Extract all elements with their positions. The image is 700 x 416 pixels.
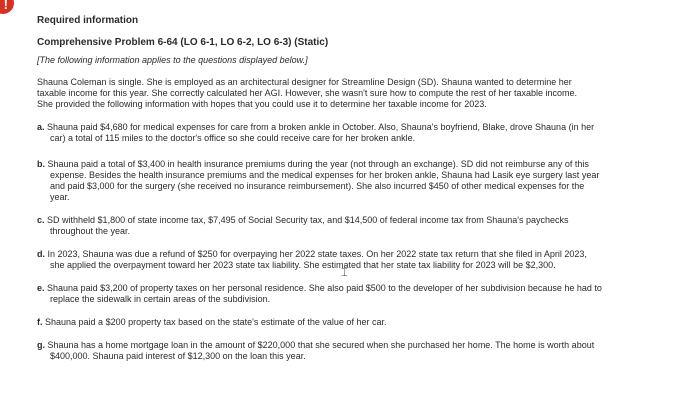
item-letter: b. bbox=[37, 159, 45, 169]
item-letter: f. bbox=[37, 317, 43, 327]
item-text: Shauna paid $3,200 of property taxes on her personal residence. She also paid $500 to the developer of her subdivision because he had to replace the sidewalk in certain areas of the subdivision. bbox=[47, 283, 602, 304]
item-text: Shauna paid a $200 property tax based on the state's estimate of the value of her car. bbox=[45, 317, 387, 327]
item-letter: e. bbox=[37, 283, 45, 293]
item-text: SD withheld $1,800 of state income tax, $7,495 of Social Security tax, and $14,500 of federal income tax from Shauna's paychecks throughout the year. bbox=[47, 215, 569, 236]
alert-icon: ! bbox=[0, 0, 14, 14]
problem-content bbox=[37, 14, 602, 362]
text-cursor-icon: ⌶ bbox=[341, 267, 348, 279]
required-information-label: Required information bbox=[37, 15, 139, 26]
item-letter: c. bbox=[37, 215, 45, 225]
item-text: Shauna paid a total of $3,400 in health insurance premiums during the year (not through an exchange). SD did not reimburse any of this expense. Besides the health insurance premiums and the medical expenses for her broken ankle, Shauna had Lasik eye surgery last year and paid $3,000 for the surgery (she received no insurance reimbursement). She also incurred $450 of other medical expenses for the year. bbox=[47, 159, 600, 202]
list-item bbox=[37, 317, 602, 328]
list-item bbox=[37, 340, 602, 362]
item-letter: a. bbox=[37, 122, 45, 132]
list-item bbox=[37, 122, 602, 144]
list-item bbox=[37, 159, 602, 203]
list-item bbox=[37, 283, 602, 305]
problem-title: Comprehensive Problem 6-64 (LO 6-1, LO 6-2, LO 6-3) (Static) bbox=[37, 37, 329, 48]
list-item bbox=[37, 215, 602, 237]
item-text: Shauna paid $4,680 for medical expenses for care from a broken ankle in October. Also, Shauna's boyfriend, Blake, drove Shauna (in her car) a total of 115 miles to the doctor's office so she could receive care for her broken ankle. bbox=[47, 122, 595, 143]
item-text: Shauna has a home mortgage loan in the amount of $220,000 that she secured when she purchased her home. The home is worth about $400,000. Shauna paid interest of $12,300 on the loan this year. bbox=[47, 340, 595, 361]
item-letter: g. bbox=[37, 340, 45, 350]
item-letter: d. bbox=[37, 249, 45, 259]
fact-list bbox=[37, 122, 602, 362]
list-item bbox=[37, 249, 602, 271]
intro-note: [The following information applies to the questions displayed below.] bbox=[37, 55, 308, 65]
item-text: In 2023, Shauna was due a refund of $250 for overpaying her 2022 state taxes. On her 2022 state tax return that she filed in April 2023, she applied the overpayment toward her 2023 state tax liability. She estimated that her state tax liability for 2023 will be $2,300. bbox=[47, 249, 587, 270]
scenario-paragraph: Shauna Coleman is single. She is employed as an architectural designer for Streamline Design (SD). Shauna wanted to determine her taxable income for this year. She correctly calculated her AGI. However, she wasn't sure how to compute the rest of her taxable income. She provided the following information with hopes that you could use it to determine her taxable income for 2023. bbox=[37, 77, 577, 109]
